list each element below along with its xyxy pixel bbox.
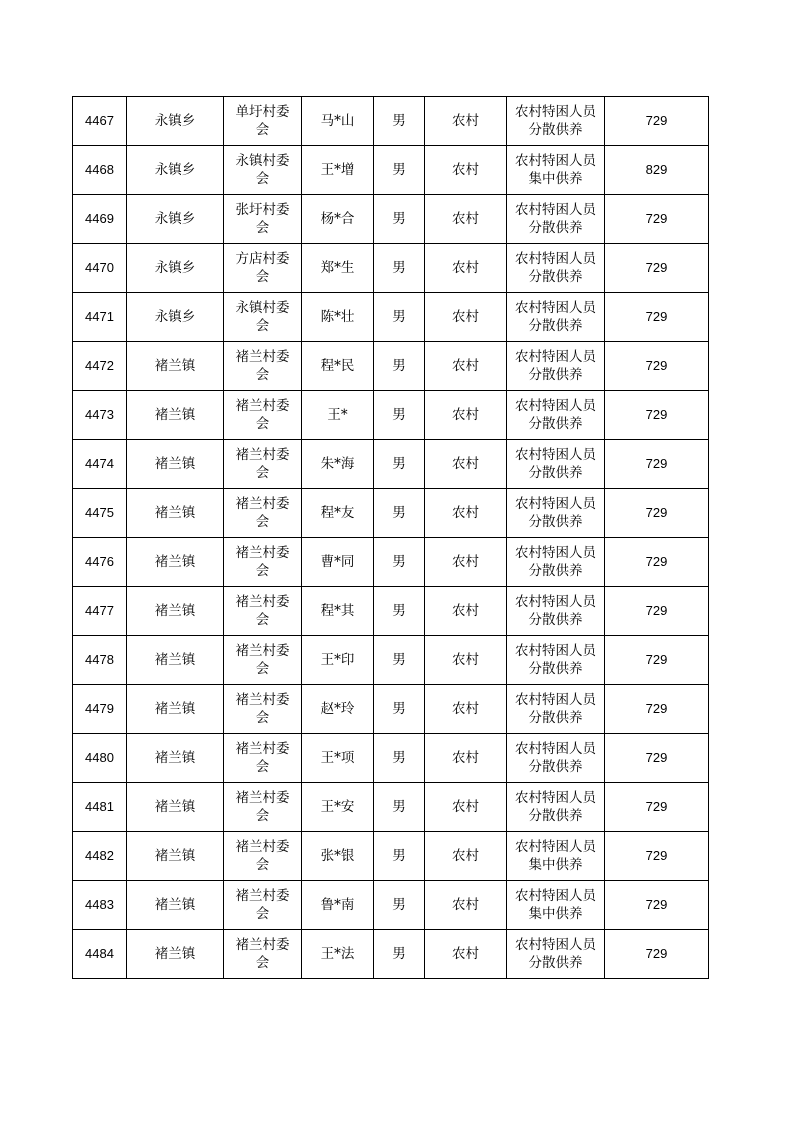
cell-sex: 男 bbox=[374, 146, 425, 195]
data-table bbox=[72, 96, 709, 979]
cell-township: 褚兰镇 bbox=[127, 342, 224, 391]
cell-township: 褚兰镇 bbox=[127, 734, 224, 783]
cell-residence-type: 农村 bbox=[425, 146, 507, 195]
table-row bbox=[73, 489, 709, 538]
cell-township: 永镇乡 bbox=[127, 195, 224, 244]
cell-township: 褚兰镇 bbox=[127, 440, 224, 489]
cell-support-type: 农村特困人员分散供养 bbox=[507, 734, 605, 783]
cell-serial-number: 4467 bbox=[73, 97, 127, 146]
cell-support-type: 农村特困人员分散供养 bbox=[507, 685, 605, 734]
cell-sex: 男 bbox=[374, 195, 425, 244]
cell-serial-number: 4480 bbox=[73, 734, 127, 783]
cell-residence-type: 农村 bbox=[425, 342, 507, 391]
cell-residence-type: 农村 bbox=[425, 832, 507, 881]
cell-township: 褚兰镇 bbox=[127, 930, 224, 979]
cell-village-committee: 单圩村委会 bbox=[224, 97, 302, 146]
cell-person-name: 程*友 bbox=[302, 489, 374, 538]
cell-village-committee: 褚兰村委会 bbox=[224, 734, 302, 783]
cell-amount: 729 bbox=[605, 636, 709, 685]
cell-person-name: 赵*玲 bbox=[302, 685, 374, 734]
cell-support-type: 农村特困人员分散供养 bbox=[507, 440, 605, 489]
table-row bbox=[73, 636, 709, 685]
cell-residence-type: 农村 bbox=[425, 881, 507, 930]
cell-village-committee: 褚兰村委会 bbox=[224, 587, 302, 636]
cell-residence-type: 农村 bbox=[425, 293, 507, 342]
cell-person-name: 朱*海 bbox=[302, 440, 374, 489]
cell-serial-number: 4479 bbox=[73, 685, 127, 734]
cell-sex: 男 bbox=[374, 244, 425, 293]
cell-township: 褚兰镇 bbox=[127, 832, 224, 881]
table-row bbox=[73, 783, 709, 832]
cell-person-name: 王*法 bbox=[302, 930, 374, 979]
cell-township: 永镇乡 bbox=[127, 146, 224, 195]
cell-serial-number: 4482 bbox=[73, 832, 127, 881]
cell-person-name: 程*其 bbox=[302, 587, 374, 636]
cell-amount: 729 bbox=[605, 440, 709, 489]
table-row bbox=[73, 244, 709, 293]
cell-village-committee: 褚兰村委会 bbox=[224, 538, 302, 587]
cell-support-type: 农村特困人员分散供养 bbox=[507, 538, 605, 587]
table-row bbox=[73, 685, 709, 734]
cell-amount: 729 bbox=[605, 293, 709, 342]
table-row bbox=[73, 538, 709, 587]
cell-sex: 男 bbox=[374, 391, 425, 440]
cell-person-name: 马*山 bbox=[302, 97, 374, 146]
cell-support-type: 农村特困人员分散供养 bbox=[507, 636, 605, 685]
cell-residence-type: 农村 bbox=[425, 97, 507, 146]
cell-serial-number: 4469 bbox=[73, 195, 127, 244]
cell-township: 永镇乡 bbox=[127, 97, 224, 146]
cell-residence-type: 农村 bbox=[425, 244, 507, 293]
cell-amount: 729 bbox=[605, 391, 709, 440]
cell-person-name: 程*民 bbox=[302, 342, 374, 391]
cell-person-name: 鲁*南 bbox=[302, 881, 374, 930]
cell-residence-type: 农村 bbox=[425, 538, 507, 587]
cell-residence-type: 农村 bbox=[425, 391, 507, 440]
table-row bbox=[73, 195, 709, 244]
cell-serial-number: 4484 bbox=[73, 930, 127, 979]
cell-serial-number: 4481 bbox=[73, 783, 127, 832]
cell-residence-type: 农村 bbox=[425, 195, 507, 244]
cell-support-type: 农村特困人员分散供养 bbox=[507, 489, 605, 538]
cell-sex: 男 bbox=[374, 538, 425, 587]
cell-person-name: 张*银 bbox=[302, 832, 374, 881]
cell-amount: 729 bbox=[605, 783, 709, 832]
cell-amount: 729 bbox=[605, 538, 709, 587]
cell-township: 褚兰镇 bbox=[127, 636, 224, 685]
cell-amount: 729 bbox=[605, 832, 709, 881]
table-row bbox=[73, 342, 709, 391]
cell-village-committee: 褚兰村委会 bbox=[224, 489, 302, 538]
cell-amount: 729 bbox=[605, 587, 709, 636]
cell-sex: 男 bbox=[374, 881, 425, 930]
cell-sex: 男 bbox=[374, 685, 425, 734]
cell-person-name: 王*安 bbox=[302, 783, 374, 832]
cell-village-committee: 褚兰村委会 bbox=[224, 783, 302, 832]
cell-amount: 729 bbox=[605, 930, 709, 979]
cell-village-committee: 褚兰村委会 bbox=[224, 342, 302, 391]
cell-person-name: 王*增 bbox=[302, 146, 374, 195]
table-row bbox=[73, 293, 709, 342]
cell-support-type: 农村特困人员分散供养 bbox=[507, 244, 605, 293]
cell-support-type: 农村特困人员分散供养 bbox=[507, 342, 605, 391]
cell-township: 褚兰镇 bbox=[127, 489, 224, 538]
cell-person-name: 陈*壮 bbox=[302, 293, 374, 342]
cell-amount: 829 bbox=[605, 146, 709, 195]
cell-residence-type: 农村 bbox=[425, 440, 507, 489]
cell-serial-number: 4473 bbox=[73, 391, 127, 440]
cell-township: 褚兰镇 bbox=[127, 881, 224, 930]
cell-village-committee: 褚兰村委会 bbox=[224, 832, 302, 881]
cell-sex: 男 bbox=[374, 97, 425, 146]
cell-sex: 男 bbox=[374, 930, 425, 979]
cell-township: 永镇乡 bbox=[127, 244, 224, 293]
cell-sex: 男 bbox=[374, 293, 425, 342]
cell-person-name: 曹*同 bbox=[302, 538, 374, 587]
cell-person-name: 郑*生 bbox=[302, 244, 374, 293]
cell-village-committee: 方店村委会 bbox=[224, 244, 302, 293]
cell-township: 褚兰镇 bbox=[127, 391, 224, 440]
cell-village-committee: 张圩村委会 bbox=[224, 195, 302, 244]
cell-support-type: 农村特困人员分散供养 bbox=[507, 293, 605, 342]
cell-serial-number: 4475 bbox=[73, 489, 127, 538]
cell-sex: 男 bbox=[374, 783, 425, 832]
table-row bbox=[73, 881, 709, 930]
cell-township: 褚兰镇 bbox=[127, 783, 224, 832]
cell-support-type: 农村特困人员集中供养 bbox=[507, 146, 605, 195]
table-row bbox=[73, 97, 709, 146]
cell-amount: 729 bbox=[605, 97, 709, 146]
cell-support-type: 农村特困人员集中供养 bbox=[507, 881, 605, 930]
cell-village-committee: 褚兰村委会 bbox=[224, 440, 302, 489]
cell-township: 褚兰镇 bbox=[127, 587, 224, 636]
cell-serial-number: 4476 bbox=[73, 538, 127, 587]
cell-support-type: 农村特困人员分散供养 bbox=[507, 195, 605, 244]
cell-support-type: 农村特困人员分散供养 bbox=[507, 587, 605, 636]
cell-residence-type: 农村 bbox=[425, 930, 507, 979]
cell-village-committee: 褚兰村委会 bbox=[224, 881, 302, 930]
cell-person-name: 王*项 bbox=[302, 734, 374, 783]
cell-residence-type: 农村 bbox=[425, 734, 507, 783]
cell-serial-number: 4472 bbox=[73, 342, 127, 391]
cell-residence-type: 农村 bbox=[425, 685, 507, 734]
table-row bbox=[73, 587, 709, 636]
cell-township: 永镇乡 bbox=[127, 293, 224, 342]
cell-serial-number: 4477 bbox=[73, 587, 127, 636]
cell-support-type: 农村特困人员集中供养 bbox=[507, 832, 605, 881]
cell-person-name: 杨*合 bbox=[302, 195, 374, 244]
cell-residence-type: 农村 bbox=[425, 587, 507, 636]
cell-residence-type: 农村 bbox=[425, 636, 507, 685]
cell-sex: 男 bbox=[374, 587, 425, 636]
table-body bbox=[73, 97, 709, 979]
table-row bbox=[73, 734, 709, 783]
table-row bbox=[73, 440, 709, 489]
cell-residence-type: 农村 bbox=[425, 783, 507, 832]
cell-amount: 729 bbox=[605, 342, 709, 391]
cell-sex: 男 bbox=[374, 342, 425, 391]
cell-serial-number: 4474 bbox=[73, 440, 127, 489]
cell-serial-number: 4471 bbox=[73, 293, 127, 342]
cell-amount: 729 bbox=[605, 244, 709, 293]
cell-support-type: 农村特困人员分散供养 bbox=[507, 391, 605, 440]
cell-amount: 729 bbox=[605, 195, 709, 244]
cell-serial-number: 4468 bbox=[73, 146, 127, 195]
table-row bbox=[73, 146, 709, 195]
cell-serial-number: 4470 bbox=[73, 244, 127, 293]
table-row bbox=[73, 930, 709, 979]
cell-township: 褚兰镇 bbox=[127, 538, 224, 587]
cell-sex: 男 bbox=[374, 440, 425, 489]
cell-village-committee: 褚兰村委会 bbox=[224, 636, 302, 685]
cell-serial-number: 4478 bbox=[73, 636, 127, 685]
cell-support-type: 农村特困人员分散供养 bbox=[507, 97, 605, 146]
cell-amount: 729 bbox=[605, 489, 709, 538]
cell-support-type: 农村特困人员分散供养 bbox=[507, 930, 605, 979]
cell-sex: 男 bbox=[374, 636, 425, 685]
cell-village-committee: 褚兰村委会 bbox=[224, 391, 302, 440]
cell-amount: 729 bbox=[605, 881, 709, 930]
cell-village-committee: 永镇村委会 bbox=[224, 146, 302, 195]
table-row bbox=[73, 832, 709, 881]
cell-residence-type: 农村 bbox=[425, 489, 507, 538]
cell-person-name: 王* bbox=[302, 391, 374, 440]
cell-sex: 男 bbox=[374, 489, 425, 538]
cell-amount: 729 bbox=[605, 685, 709, 734]
cell-village-committee: 褚兰村委会 bbox=[224, 685, 302, 734]
cell-township: 褚兰镇 bbox=[127, 685, 224, 734]
cell-amount: 729 bbox=[605, 734, 709, 783]
cell-sex: 男 bbox=[374, 832, 425, 881]
cell-village-committee: 永镇村委会 bbox=[224, 293, 302, 342]
cell-serial-number: 4483 bbox=[73, 881, 127, 930]
table-row bbox=[73, 391, 709, 440]
cell-sex: 男 bbox=[374, 734, 425, 783]
cell-support-type: 农村特困人员分散供养 bbox=[507, 783, 605, 832]
cell-village-committee: 褚兰村委会 bbox=[224, 930, 302, 979]
cell-person-name: 王*印 bbox=[302, 636, 374, 685]
